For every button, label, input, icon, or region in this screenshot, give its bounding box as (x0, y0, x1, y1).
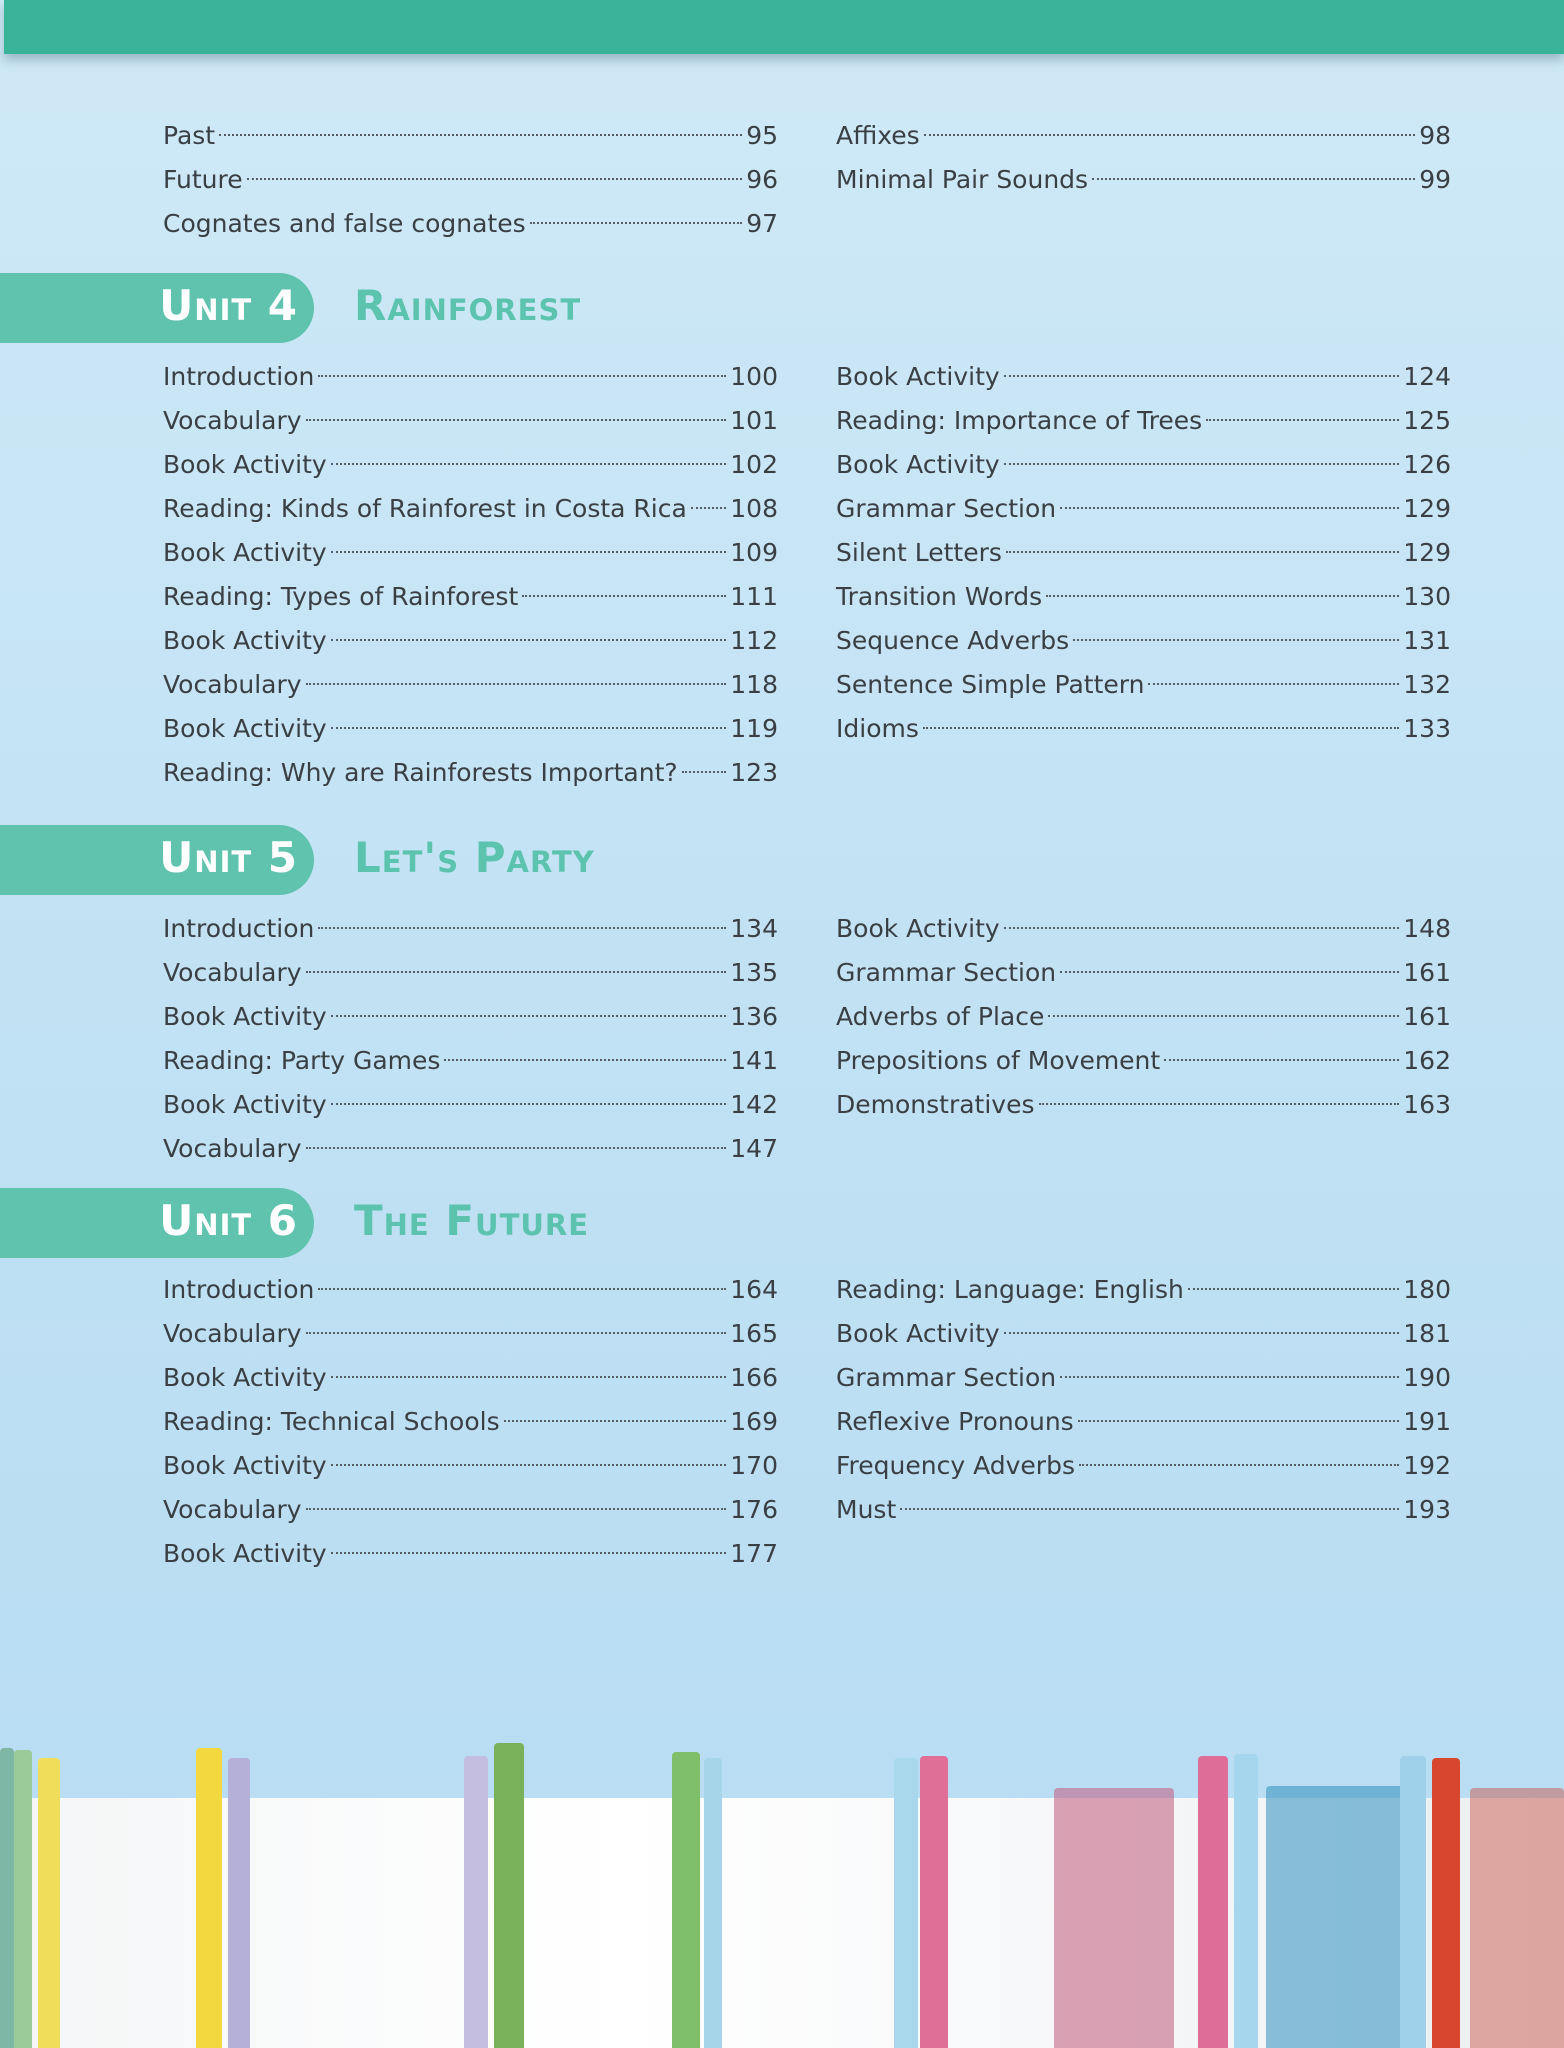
dot-leader (1206, 419, 1399, 421)
entry-label: Book Activity (163, 538, 327, 567)
entry-page: 119 (730, 714, 778, 743)
book-spine (38, 1758, 60, 2048)
book-spine (1054, 1788, 1174, 2048)
toc-entry[interactable] (836, 1488, 1451, 1532)
entry-label: Vocabulary (163, 406, 302, 435)
entry-page: 96 (746, 165, 778, 194)
toc-column-right (836, 355, 1451, 751)
toc-entry[interactable] (836, 907, 1451, 951)
entry-label: Past (163, 121, 216, 150)
unit-title: Let's Party (354, 833, 595, 882)
dot-leader (444, 1059, 726, 1061)
toc-entry[interactable] (163, 487, 778, 531)
entry-label: Idioms (836, 714, 919, 743)
entry-page: 164 (730, 1275, 778, 1304)
books-photo (0, 1740, 1564, 2048)
dot-leader (1004, 1332, 1400, 1334)
toc-entry[interactable] (836, 619, 1451, 663)
toc-entry[interactable] (836, 487, 1451, 531)
entry-page: 142 (730, 1090, 778, 1119)
toc-entry[interactable] (836, 1039, 1451, 1083)
entry-label: Vocabulary (163, 1495, 302, 1524)
book-spine (704, 1758, 722, 2048)
dot-leader (1004, 463, 1400, 465)
unit-header-5 (0, 825, 1564, 895)
dot-leader (306, 683, 727, 685)
unit-title: The Future (354, 1196, 590, 1245)
toc-entry[interactable] (163, 1312, 778, 1356)
entry-page: 165 (730, 1319, 778, 1348)
dot-leader (318, 927, 726, 929)
toc-entry[interactable] (836, 1312, 1451, 1356)
dot-leader (331, 639, 727, 641)
book-spine (894, 1758, 918, 2048)
entry-label: Sequence Adverbs (836, 626, 1070, 655)
dot-leader (331, 1103, 727, 1105)
entry-label: Reading: Importance of Trees (836, 406, 1203, 435)
entry-label: Future (163, 165, 243, 194)
book-spine (1266, 1786, 1406, 2048)
entry-label: Minimal Pair Sounds (836, 165, 1089, 194)
entry-page: 98 (1419, 121, 1451, 150)
entry-page: 161 (1403, 958, 1451, 987)
entry-page: 129 (1403, 494, 1451, 523)
entry-label: Frequency Adverbs (836, 1451, 1075, 1480)
entry-page: 108 (730, 494, 778, 523)
toc-column-right (836, 114, 1451, 202)
toc-entry[interactable] (836, 531, 1451, 575)
dot-leader (1060, 971, 1399, 973)
entry-label: Introduction (163, 1275, 315, 1304)
entry-label: Book Activity (836, 362, 1000, 391)
entry-page: 131 (1403, 626, 1451, 655)
book-spine (494, 1743, 524, 2048)
book-spine (0, 1748, 14, 2048)
dot-leader (1148, 683, 1399, 685)
entry-page: 193 (1403, 1495, 1451, 1524)
entry-page: 180 (1403, 1275, 1451, 1304)
toc-entry[interactable] (836, 1083, 1451, 1127)
entry-page: 191 (1403, 1407, 1451, 1436)
unit-header-6 (0, 1188, 1564, 1258)
entry-label: Reading: Kinds of Rainforest in Costa Rica (163, 494, 687, 523)
entry-label: Reading: Types of Rainforest (163, 582, 519, 611)
entry-page: 177 (730, 1539, 778, 1568)
entry-label: Reflexive Pronouns (836, 1407, 1074, 1436)
entry-page: 181 (1403, 1319, 1451, 1348)
entry-label: Book Activity (163, 626, 327, 655)
entry-page: 133 (1403, 714, 1451, 743)
entry-page: 118 (730, 670, 778, 699)
entry-label: Sentence Simple Pattern (836, 670, 1145, 699)
entry-label: Book Activity (836, 914, 1000, 943)
entry-page: 126 (1403, 450, 1451, 479)
toc-entry[interactable] (163, 355, 778, 399)
entry-page: 129 (1403, 538, 1451, 567)
book-spine (464, 1756, 488, 2048)
dot-leader (306, 1508, 727, 1510)
toc-entry[interactable] (836, 1444, 1451, 1488)
toc-entry[interactable] (163, 1532, 778, 1576)
dot-leader (682, 771, 727, 773)
entry-page: 125 (1403, 406, 1451, 435)
toc-entry[interactable] (836, 1356, 1451, 1400)
book-spine (920, 1756, 948, 2048)
entry-label: Vocabulary (163, 670, 302, 699)
toc-entry[interactable] (836, 951, 1451, 995)
entry-page: 176 (730, 1495, 778, 1524)
entry-label: Vocabulary (163, 1134, 302, 1163)
entry-label: Must (836, 1495, 897, 1524)
entry-page: 124 (1403, 362, 1451, 391)
toc-entry[interactable] (836, 399, 1451, 443)
book-spine (228, 1758, 250, 2048)
dot-leader (1046, 595, 1399, 597)
dot-leader (306, 1147, 727, 1149)
entry-label: Vocabulary (163, 958, 302, 987)
book-spine (14, 1750, 32, 2048)
book-spine (1234, 1754, 1258, 2048)
toc-entry[interactable] (163, 575, 778, 619)
entry-page: 112 (730, 626, 778, 655)
unit-number-label: Unit 5 (159, 833, 298, 882)
book-spine (1400, 1756, 1426, 2048)
dot-leader (530, 222, 743, 224)
book-spine (1432, 1758, 1460, 2048)
entry-label: Grammar Section (836, 494, 1057, 523)
entry-label: Silent Letters (836, 538, 1002, 567)
toc-entry[interactable] (163, 907, 778, 951)
entry-label: Introduction (163, 362, 315, 391)
unit-pill (0, 825, 314, 895)
book-spine (1198, 1756, 1228, 2048)
entry-page: 134 (730, 914, 778, 943)
entry-label: Book Activity (836, 1319, 1000, 1348)
entry-page: 109 (730, 538, 778, 567)
dot-leader (1039, 1103, 1400, 1105)
toc-entry[interactable] (163, 1039, 778, 1083)
toc-entry[interactable] (163, 158, 778, 202)
entry-page: 100 (730, 362, 778, 391)
unit-title: Rainforest (354, 281, 582, 330)
entry-page: 135 (730, 958, 778, 987)
entry-page: 132 (1403, 670, 1451, 699)
toc-entry[interactable] (163, 1488, 778, 1532)
toc-entry[interactable] (163, 1400, 778, 1444)
entry-label: Reading: Language: English (836, 1275, 1184, 1304)
toc-entry[interactable] (163, 399, 778, 443)
entry-label: Introduction (163, 914, 315, 943)
dot-leader (331, 1376, 727, 1378)
entry-page: 166 (730, 1363, 778, 1392)
entry-label: Book Activity (163, 1002, 327, 1031)
entry-label: Book Activity (163, 1090, 327, 1119)
entry-page: 147 (730, 1134, 778, 1163)
dot-leader (219, 134, 742, 136)
entry-label: Reading: Party Games (163, 1046, 441, 1075)
entry-label: Book Activity (163, 1451, 327, 1480)
dot-leader (1060, 507, 1399, 509)
entry-page: 161 (1403, 1002, 1451, 1031)
unit-number-label: Unit 4 (159, 281, 298, 330)
entry-label: Prepositions of Movement (836, 1046, 1161, 1075)
toc-entry[interactable] (163, 531, 778, 575)
toc-entry[interactable] (836, 114, 1451, 158)
dot-leader (1004, 375, 1400, 377)
dot-leader (504, 1420, 727, 1422)
dot-leader (923, 727, 1399, 729)
entry-page: 130 (1403, 582, 1451, 611)
toc-entry[interactable] (836, 1400, 1451, 1444)
dot-leader (1073, 639, 1399, 641)
toc-entry[interactable] (163, 663, 778, 707)
entry-page: 141 (730, 1046, 778, 1075)
entry-label: Affixes (836, 121, 920, 150)
entry-page: 163 (1403, 1090, 1451, 1119)
entry-label: Book Activity (163, 1539, 327, 1568)
toc-entry[interactable] (836, 995, 1451, 1039)
unit-pill (0, 1188, 314, 1258)
dot-leader (331, 1552, 727, 1554)
dot-leader (318, 1288, 726, 1290)
toc-entry[interactable] (836, 707, 1451, 751)
dot-leader (1164, 1059, 1399, 1061)
toc-entry[interactable] (163, 202, 778, 246)
toc-entry[interactable] (163, 951, 778, 995)
entry-page: 170 (730, 1451, 778, 1480)
toc-column-left (163, 1268, 778, 1576)
unit-header-4 (0, 273, 1564, 343)
dot-leader (1060, 1376, 1399, 1378)
entry-label: Reading: Technical Schools (163, 1407, 500, 1436)
dot-leader (331, 551, 727, 553)
dot-leader (306, 971, 727, 973)
toc-entry[interactable] (163, 114, 778, 158)
toc-entry[interactable] (836, 158, 1451, 202)
entry-label: Demonstratives (836, 1090, 1035, 1119)
dot-leader (306, 1332, 727, 1334)
dot-leader (900, 1508, 1399, 1510)
toc-column-right (836, 907, 1451, 1127)
book-spine (672, 1752, 700, 2048)
dot-leader (691, 507, 726, 509)
entry-page: 136 (730, 1002, 778, 1031)
dot-leader (247, 178, 743, 180)
toc-entry[interactable] (836, 443, 1451, 487)
toc-entry[interactable] (163, 1356, 778, 1400)
toc-column-left (163, 907, 778, 1171)
entry-page: 102 (730, 450, 778, 479)
toc-column-left (163, 114, 778, 246)
entry-page: 101 (730, 406, 778, 435)
entry-label: Book Activity (836, 450, 1000, 479)
dot-leader (318, 375, 726, 377)
book-spine (196, 1748, 222, 2048)
toc-entry[interactable] (163, 1444, 778, 1488)
dot-leader (1092, 178, 1415, 180)
entry-page: 148 (1403, 914, 1451, 943)
dot-leader (1078, 1420, 1400, 1422)
entry-label: Vocabulary (163, 1319, 302, 1348)
toc-entry[interactable] (836, 663, 1451, 707)
toc-entry[interactable] (163, 1083, 778, 1127)
toc-entry[interactable] (163, 619, 778, 663)
entry-page: 99 (1419, 165, 1451, 194)
entry-page: 111 (730, 582, 778, 611)
dot-leader (924, 134, 1415, 136)
toc-entry[interactable] (836, 575, 1451, 619)
dot-leader (1079, 1464, 1399, 1466)
unit-number-label: Unit 6 (159, 1196, 298, 1245)
toc-entry[interactable] (163, 751, 778, 795)
dot-leader (306, 419, 727, 421)
toc-entry[interactable] (163, 1127, 778, 1171)
entry-label: Book Activity (163, 450, 327, 479)
unit-pill (0, 273, 314, 343)
entry-label: Grammar Section (836, 1363, 1057, 1392)
dot-leader (331, 463, 727, 465)
entry-page: 192 (1403, 1451, 1451, 1480)
book-spine (1470, 1788, 1564, 2048)
dot-leader (331, 1015, 727, 1017)
entry-page: 190 (1403, 1363, 1451, 1392)
dot-leader (1006, 551, 1399, 553)
entry-label: Book Activity (163, 1363, 327, 1392)
entry-label: Adverbs of Place (836, 1002, 1045, 1031)
toc-entry[interactable] (163, 995, 778, 1039)
entry-page: 95 (746, 121, 778, 150)
entry-label: Transition Words (836, 582, 1043, 611)
toc-column-right (836, 1268, 1451, 1532)
entry-label: Reading: Why are Rainforests Important? (163, 758, 678, 787)
dot-leader (1004, 927, 1400, 929)
dot-leader (1048, 1015, 1399, 1017)
dot-leader (331, 1464, 727, 1466)
top-banner (4, 0, 1564, 54)
dot-leader (331, 727, 727, 729)
entry-label: Book Activity (163, 714, 327, 743)
entry-page: 169 (730, 1407, 778, 1436)
entry-label: Cognates and false cognates (163, 209, 526, 238)
entry-page: 162 (1403, 1046, 1451, 1075)
dot-leader (1188, 1288, 1399, 1290)
toc-entry[interactable] (163, 1268, 778, 1312)
dot-leader (522, 595, 726, 597)
entry-label: Grammar Section (836, 958, 1057, 987)
entry-page: 97 (746, 209, 778, 238)
toc-entry[interactable] (163, 443, 778, 487)
entry-page: 123 (730, 758, 778, 787)
toc-column-left (163, 355, 778, 795)
toc-entry[interactable] (836, 355, 1451, 399)
toc-entry[interactable] (836, 1268, 1451, 1312)
toc-entry[interactable] (163, 707, 778, 751)
